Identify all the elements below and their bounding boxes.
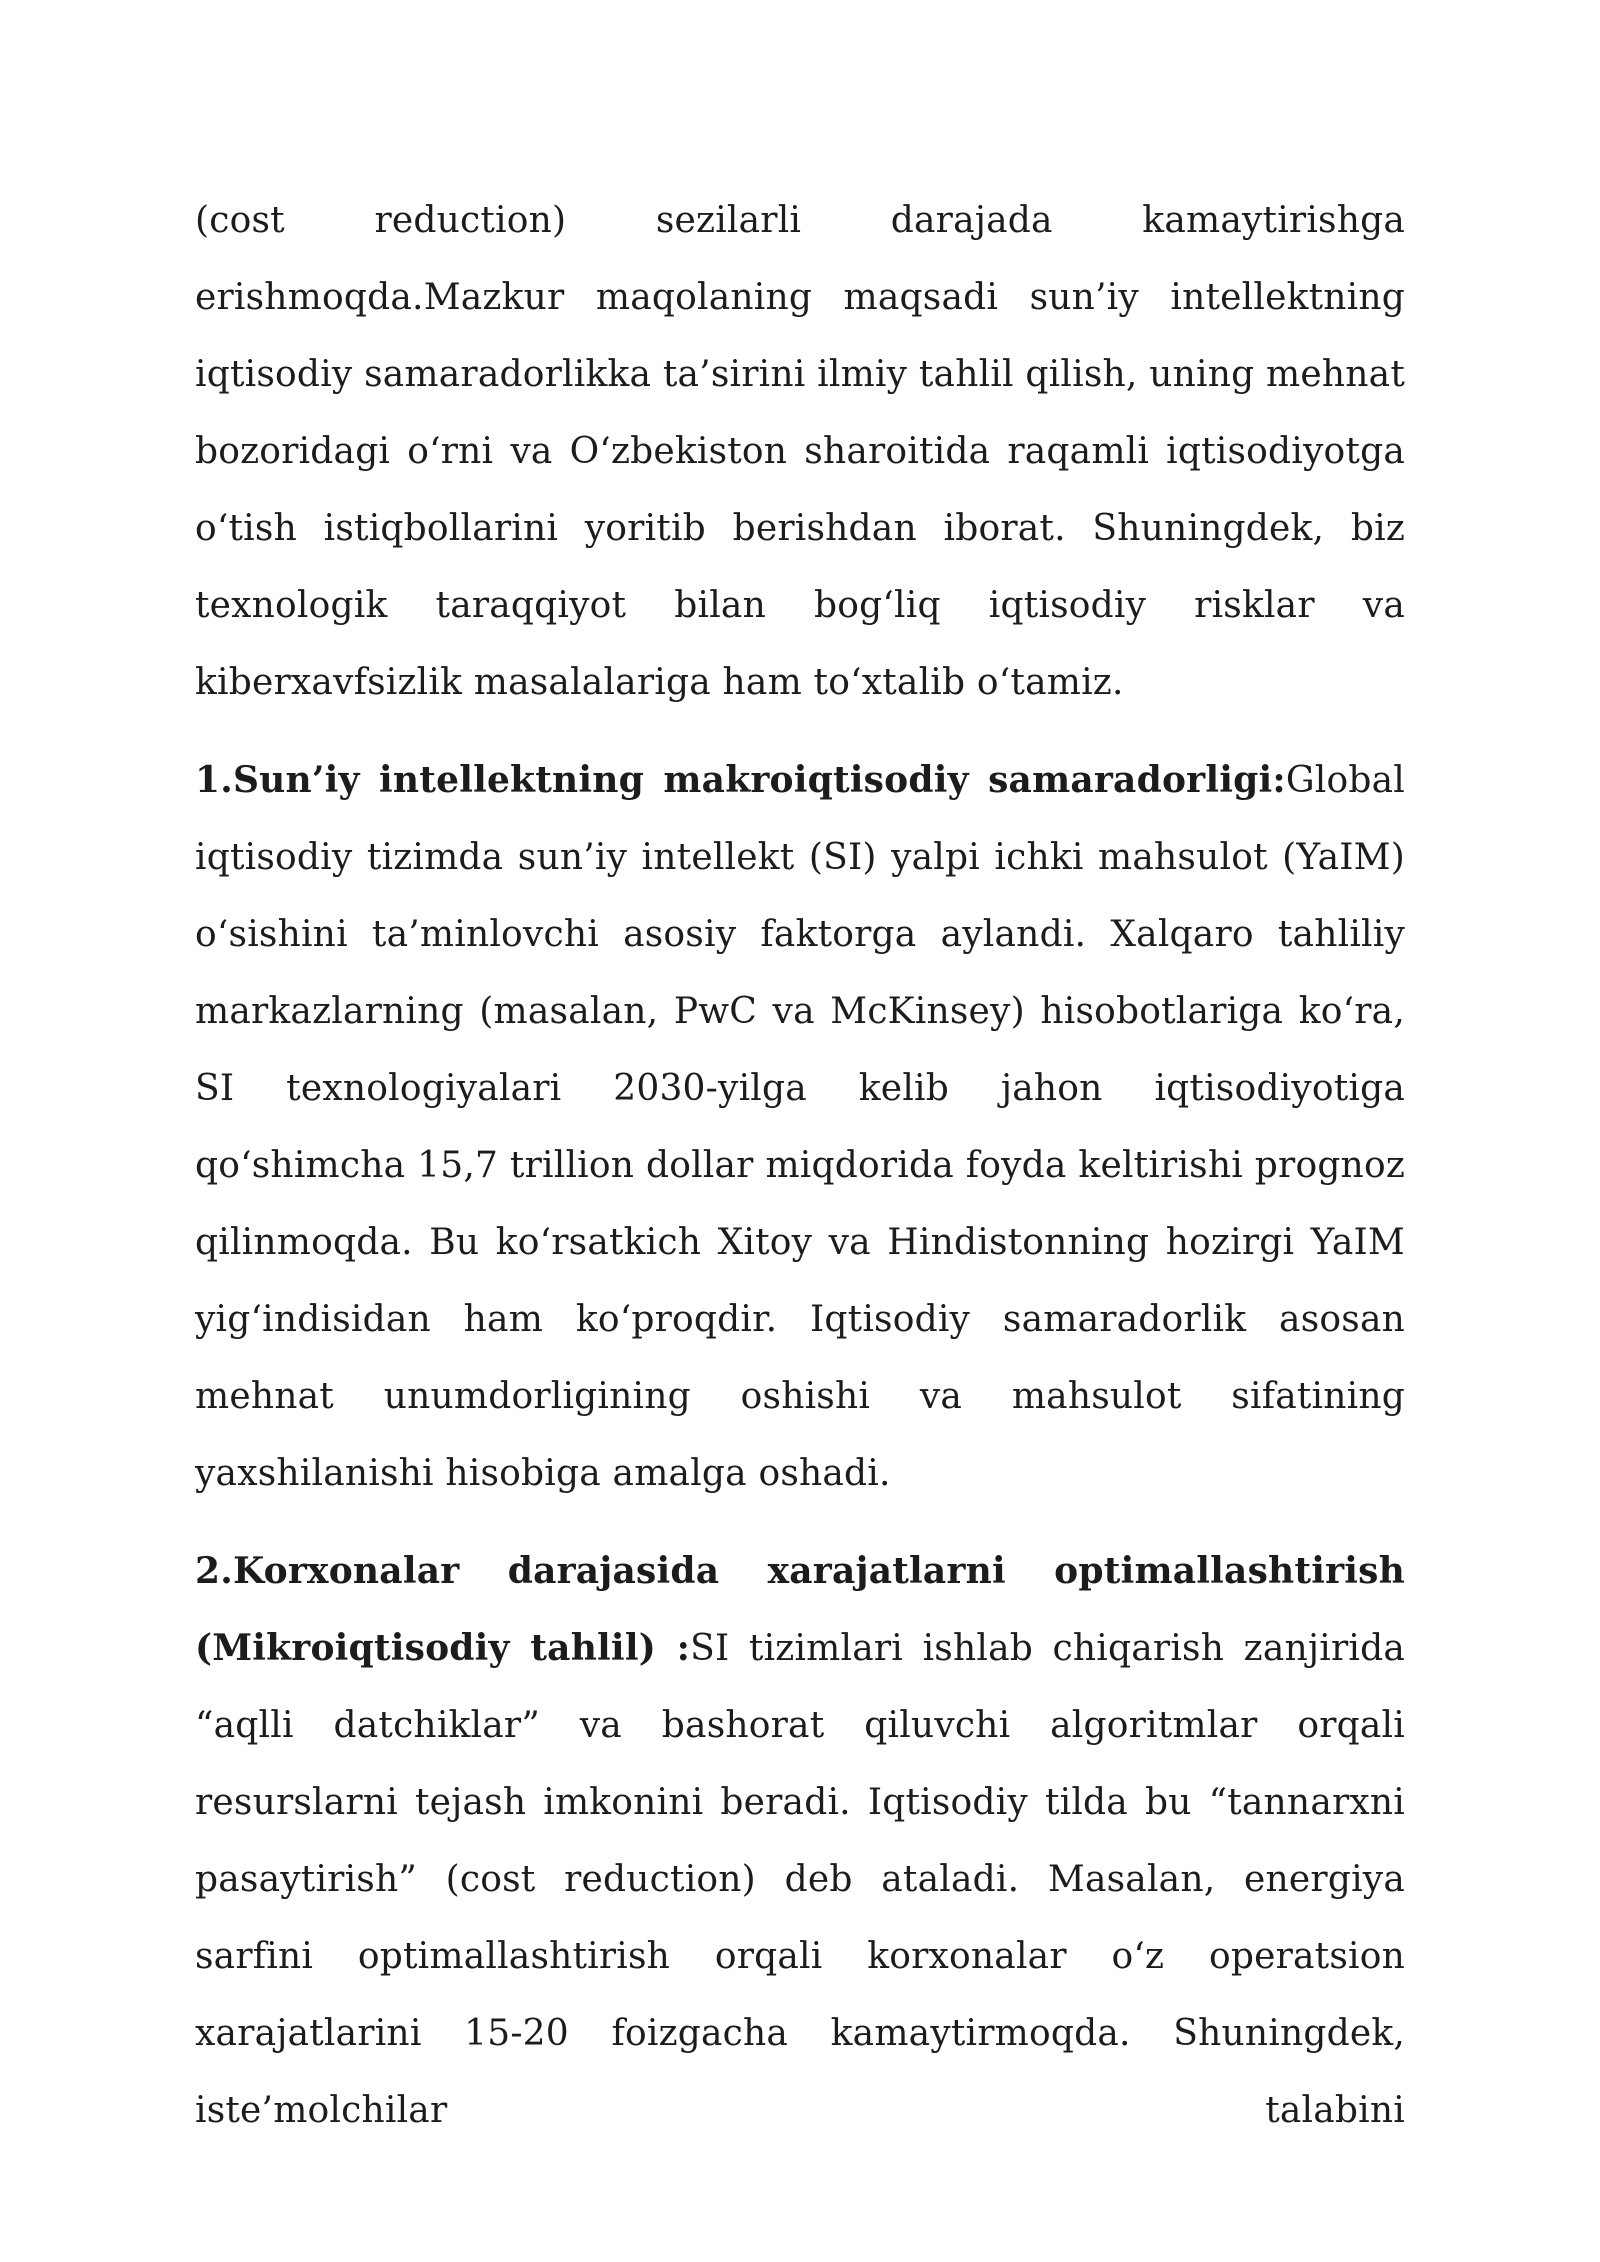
section-heading-macroeconomic: 1.Sun’iy intellektning makroiqtisodiy samaradorligi:	[195, 759, 1286, 801]
section-heading-microeconomic: 2.Korxonalar darajasida xarajatlarni optimallashtirish (Mikroiqtisodiy tahlil) :	[195, 1550, 1405, 1669]
document-body	[195, 182, 1405, 2149]
paragraph-microeconomic-text: SI tizimlari ishlab chiqarish zanjirida “aqlli datchiklar” va bashorat qiluvchi algoritmlar orqali resurslarni tejash imkonini beradi. Iqtisodiy tilda bu “tannarxni pasaytirish” (cost reduction) deb ataladi. Masalan, energiya sarfini optimallashtirish orqali korxonalar o‘z operatsion xarajatlarini 15-20 foizgacha kamaytirmoqda. Shuningdek, iste’molchilar talabini	[195, 1628, 1405, 2131]
paragraph-intro-text: (cost reduction) sezilarli darajada kamaytirishga erishmoqda.Mazkur maqolaning maqsadi sun’iy intellektning iqtisodiy samaradorlikka ta’sirini ilmiy tahlil qilish, uning mehnat bozoridagi o‘rni va O‘zbekiston sharoitida raqamli iqtisodiyotga o‘tish istiqbollarini yoritib berishdan iborat. Shuningdek, biz texnologik taraqqiyot bilan bog‘liq iqtisodiy risklar va kiberxavfsizlik masalalariga ham to‘xtalib o‘tamiz.	[195, 200, 1405, 703]
paragraph-intro	[195, 182, 1405, 721]
paragraph-macroeconomic	[195, 742, 1405, 1512]
paragraph-microeconomic	[195, 1533, 1405, 2149]
paragraph-macroeconomic-text: Global iqtisodiy tizimda sun’iy intellekt (SI) yalpi ichki mahsulot (YaIM) o‘sishini ta’minlovchi asosiy faktorga aylandi. Xalqaro tahliliy markazlarning (masalan, PwC va McKinsey) hisobotlariga ko‘ra, SI texnologiyalari 2030-yilga kelib jahon iqtisodiyotiga qo‘shimcha 15,7 trillion dollar miqdorida foyda keltirishi prognoz qilinmoqda. Bu ko‘rsatkich Xitoy va Hindistonning hozirgi YaIM yig‘indisidan ham ko‘proqdir. Iqtisodiy samaradorlik asosan mehnat unumdorligining oshishi va mahsulot sifatining yaxshilanishi hisobiga amalga oshadi.	[195, 760, 1405, 1494]
